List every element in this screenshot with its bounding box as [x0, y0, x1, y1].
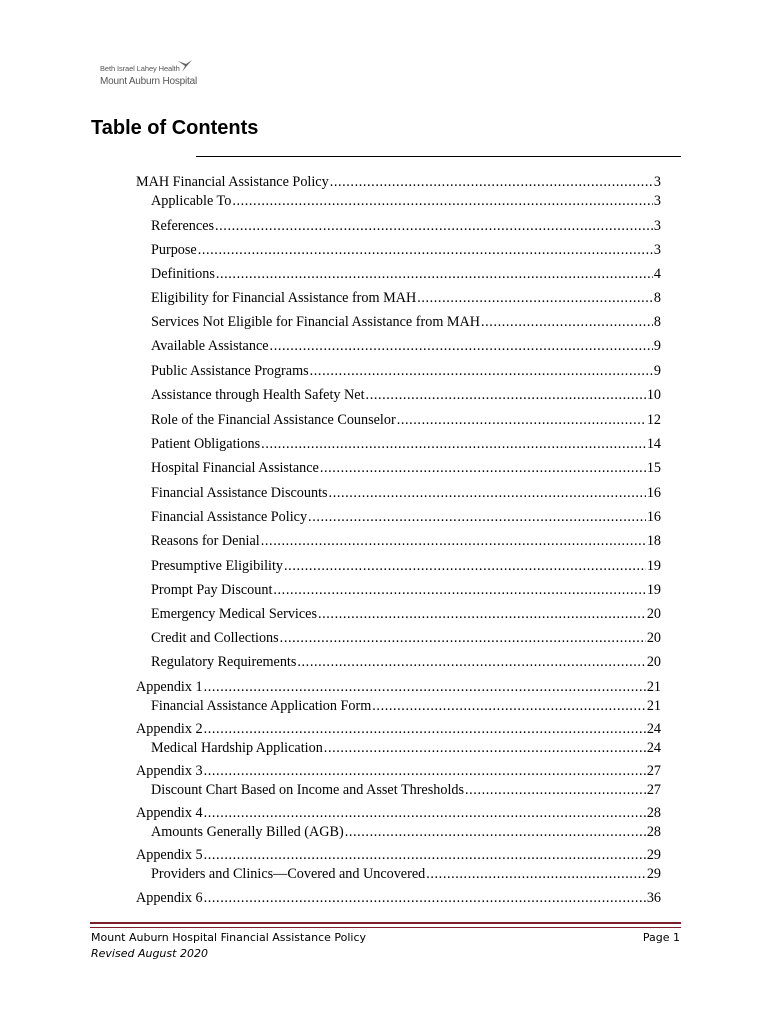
toc-leader-dots [318, 606, 646, 623]
toc-entry-label: MAH Financial Assistance Policy [136, 174, 329, 190]
title-divider [196, 156, 681, 157]
toc-leader-dots [324, 740, 646, 757]
toc-entry-page: 16 [646, 485, 661, 501]
toc-entry-page: 28 [646, 805, 661, 821]
toc-entry-page: 12 [646, 412, 661, 428]
toc-entry-label: Financial Assistance Application Form [151, 698, 372, 714]
toc-entry[interactable] [151, 338, 661, 355]
toc-entry-label: Purpose [151, 242, 197, 258]
toc-entry[interactable] [151, 218, 661, 235]
toc-entry[interactable] [151, 314, 661, 331]
toc-entry-label: Eligibility for Financial Assistance from MAH [151, 290, 417, 306]
bird-icon [176, 58, 194, 74]
toc-entry[interactable] [136, 763, 661, 780]
toc-entry-page: 15 [646, 460, 661, 476]
hospital-logo [100, 58, 210, 90]
footer-revision: Revised August 2020 [91, 947, 208, 960]
toc-entry-page: 16 [646, 509, 661, 525]
toc-entry-page: 24 [646, 721, 661, 737]
footer-text [91, 931, 366, 960]
toc-entry-label: Services Not Eligible for Financial Assistance from MAH [151, 314, 481, 330]
toc-entry[interactable] [151, 509, 661, 526]
toc-entry-label: Credit and Collections [151, 630, 279, 646]
toc-entry-label: Amounts Generally Billed (AGB) [151, 824, 344, 840]
toc-entry-label: Definitions [151, 266, 215, 282]
toc-leader-dots [273, 582, 645, 599]
toc-entry-page: 14 [646, 436, 661, 452]
toc-entry-page: 20 [646, 654, 661, 670]
toc-leader-dots [310, 363, 653, 380]
toc-leader-dots [330, 174, 653, 191]
toc-entry-page: 3 [653, 218, 661, 234]
toc-entry-page: 36 [646, 890, 661, 906]
toc-entry[interactable] [151, 460, 661, 477]
page-title: Table of Contents [91, 117, 259, 139]
toc-entry[interactable] [151, 193, 661, 210]
toc-leader-dots [204, 721, 646, 738]
toc-entry-label: Appendix 1 [136, 679, 203, 695]
toc-entry-page: 21 [646, 679, 661, 695]
toc-entry[interactable] [151, 436, 661, 453]
toc-entry-label: Reasons for Denial [151, 533, 260, 549]
logo-hospital-name: Mount Auburn Hospital [100, 76, 197, 87]
toc-leader-dots [481, 314, 653, 331]
toc-entry-page: 27 [646, 782, 661, 798]
toc-entry[interactable] [136, 721, 661, 738]
toc-leader-dots [308, 509, 646, 526]
toc-entry-label: Role of the Financial Assistance Counselor [151, 412, 396, 428]
footer-doc-title: Mount Auburn Hospital Financial Assistance Policy [91, 931, 367, 944]
toc-leader-dots [261, 436, 646, 453]
toc-entry[interactable] [151, 824, 661, 841]
toc-entry[interactable] [136, 890, 661, 907]
toc-entry[interactable] [151, 363, 661, 380]
toc-entry[interactable] [151, 533, 661, 550]
toc-leader-dots [397, 412, 646, 429]
toc-entry-label: Assistance through Health Safety Net [151, 387, 365, 403]
toc-entry-page: 29 [646, 866, 661, 882]
toc-entry-label: Available Assistance [151, 338, 269, 354]
toc-entry-label: Appendix 2 [136, 721, 203, 737]
toc-entry-page: 4 [653, 266, 661, 282]
toc-leader-dots [270, 338, 653, 355]
toc-entry-label: Appendix 4 [136, 805, 203, 821]
toc-leader-dots [204, 805, 646, 822]
toc-entry-label: Financial Assistance Discounts [151, 485, 328, 501]
toc-entry-page: 20 [646, 606, 661, 622]
toc-leader-dots [198, 242, 653, 259]
toc-entry-page: 28 [646, 824, 661, 840]
toc-entry[interactable] [151, 782, 661, 799]
toc-leader-dots [204, 890, 646, 907]
toc-leader-dots [280, 630, 646, 647]
toc-entry-page: 19 [646, 582, 661, 598]
toc-leader-dots [204, 763, 646, 780]
toc-entry-label: Patient Obligations [151, 436, 261, 452]
toc-entry-label: Hospital Financial Assistance [151, 460, 319, 476]
toc-entry-label: Discount Chart Based on Income and Asset Thresholds [151, 782, 464, 798]
toc-entry[interactable] [136, 174, 661, 191]
toc-entry[interactable] [151, 412, 661, 429]
toc-entry-label: Appendix 3 [136, 763, 203, 779]
toc-leader-dots [204, 847, 646, 864]
toc-entry[interactable] [136, 847, 661, 864]
logo-org-name: Beth Israel Lahey Health [100, 64, 180, 73]
toc-entry-label: Public Assistance Programs [151, 363, 309, 379]
toc-entry-label: Presumptive Eligibility [151, 558, 284, 574]
toc-entry[interactable] [151, 740, 661, 757]
toc-entry-page: 29 [646, 847, 661, 863]
toc-entry[interactable] [151, 606, 661, 623]
toc-entry-label: References [151, 218, 215, 234]
toc-entry-page: 3 [653, 174, 661, 190]
toc-entry[interactable] [136, 805, 661, 822]
footer-divider-thick [90, 922, 681, 924]
toc-entry-label: Prompt Pay Discount [151, 582, 273, 598]
toc-entry-page: 10 [646, 387, 661, 403]
toc-entry-label: Financial Assistance Policy [151, 509, 308, 525]
toc-leader-dots [232, 193, 653, 210]
toc-entry-label: Medical Hardship Application [151, 740, 323, 756]
toc-entry[interactable] [151, 558, 661, 575]
toc-entry-page: 9 [653, 363, 661, 379]
toc-entry-page: 9 [653, 338, 661, 354]
toc-leader-dots [366, 387, 646, 404]
toc-entry-page: 20 [646, 630, 661, 646]
toc-entry-page: 19 [646, 558, 661, 574]
toc-entry[interactable] [151, 698, 661, 715]
toc-leader-dots [204, 679, 646, 696]
toc-entry[interactable] [151, 485, 661, 502]
toc-entry[interactable] [151, 290, 661, 307]
toc-entry-page: 18 [646, 533, 661, 549]
toc-leader-dots [261, 533, 646, 550]
toc-leader-dots [465, 782, 646, 799]
toc-entry-label: Appendix 6 [136, 890, 203, 906]
toc-entry-page: 3 [653, 242, 661, 258]
toc-entry-label: Regulatory Requirements [151, 654, 297, 670]
footer-divider-thin [90, 927, 681, 928]
toc-leader-dots [216, 266, 653, 283]
toc-leader-dots [297, 654, 645, 671]
toc-entry-page: 8 [653, 314, 661, 330]
toc-entry-page: 21 [646, 698, 661, 714]
toc-entry-label: Providers and Clinics—Covered and Uncovered [151, 866, 426, 882]
toc-entry[interactable] [151, 242, 661, 259]
toc-leader-dots [372, 698, 646, 715]
toc-entry-label: Appendix 5 [136, 847, 203, 863]
toc-entry-page: 8 [653, 290, 661, 306]
toc-leader-dots [329, 485, 646, 502]
toc-leader-dots [320, 460, 646, 477]
toc-entry-page: 3 [653, 193, 661, 209]
toc-entry-label: Emergency Medical Services [151, 606, 317, 622]
toc-entry[interactable] [151, 266, 661, 283]
toc-entry[interactable] [136, 679, 661, 696]
toc-leader-dots [417, 290, 653, 307]
toc-entry-page: 24 [646, 740, 661, 756]
toc-entry[interactable] [151, 654, 661, 671]
toc-leader-dots [345, 824, 646, 841]
toc-leader-dots [215, 218, 653, 235]
toc-entry[interactable] [151, 582, 661, 599]
toc-entry-page: 27 [646, 763, 661, 779]
toc-entry[interactable] [151, 630, 661, 647]
toc-leader-dots [284, 558, 646, 575]
footer-page-number: Page 1 [642, 931, 680, 944]
toc-entry[interactable] [151, 866, 661, 883]
toc-entry-label: Applicable To [151, 193, 232, 209]
toc-leader-dots [426, 866, 646, 883]
toc-entry[interactable] [151, 387, 661, 404]
